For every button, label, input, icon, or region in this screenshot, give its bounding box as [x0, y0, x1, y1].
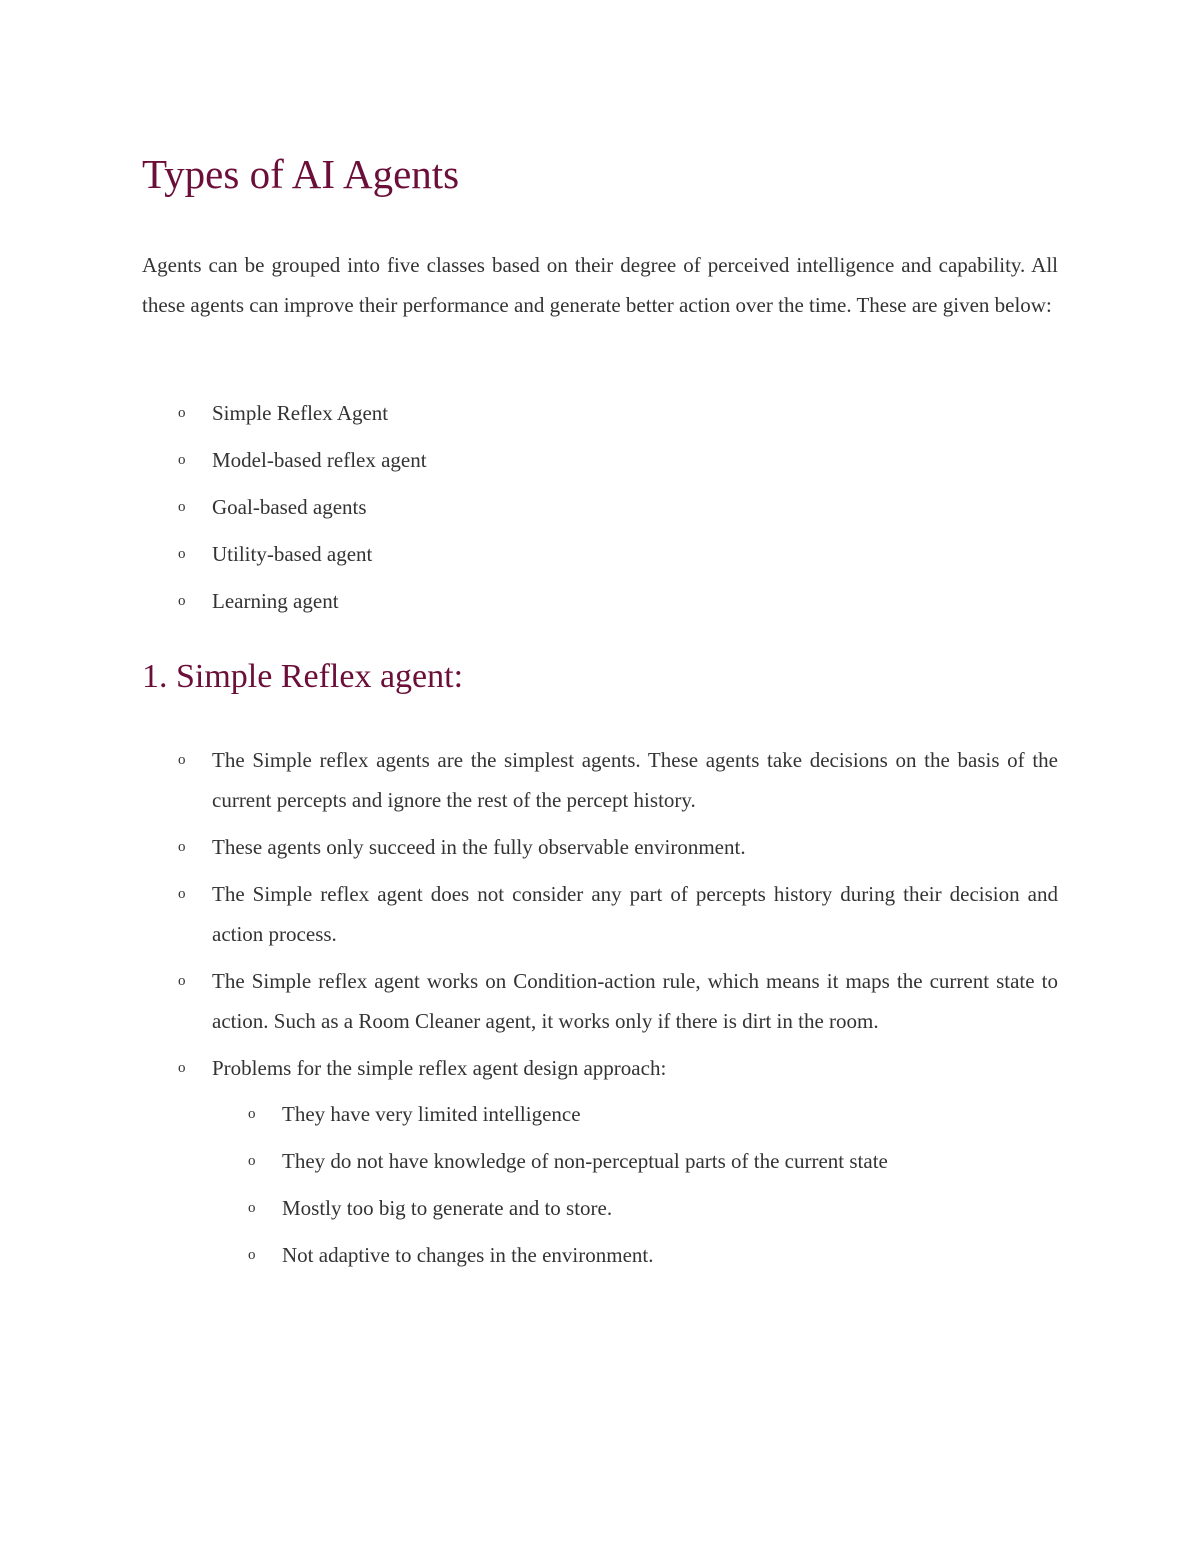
bullet-icon: o	[178, 886, 186, 902]
bullet-icon: o	[178, 752, 186, 768]
bullet-icon: o	[178, 1060, 186, 1076]
list-item: o Utility-based agent	[212, 534, 1058, 574]
bullet-icon: o	[178, 839, 186, 855]
page-title: Types of AI Agents	[142, 151, 460, 197]
list-item: o Problems for the simple reflex agent design approach: o They have very limited intelligence o They do not have knowledge of non-perceptual parts of the current state o Mostly too big to generate and to store. o Not adaptive to changes in the environment.	[212, 1048, 1058, 1275]
bullet-icon: o	[178, 499, 186, 515]
problems-list	[212, 1094, 1058, 1275]
list-item: o The Simple reflex agents are the simplest agents. These agents take decisions on the basis of the current percepts and ignore the rest of the percept history.	[212, 740, 1058, 820]
list-item: o They have very limited intelligence	[282, 1094, 1058, 1134]
bullet-icon: o	[178, 405, 186, 421]
bullet-icon: o	[248, 1200, 256, 1216]
list-item: o Mostly too big to generate and to store.	[282, 1188, 1058, 1228]
list-item: o Goal-based agents	[212, 487, 1058, 527]
list-item: o Learning agent	[212, 581, 1058, 621]
list-item: o Not adaptive to changes in the environment.	[282, 1235, 1058, 1275]
bullet-icon: o	[248, 1153, 256, 1169]
section-heading: 1. Simple Reflex agent:	[142, 658, 464, 695]
simple-reflex-points	[178, 740, 1058, 1282]
list-item: o Simple Reflex Agent	[212, 393, 1058, 433]
bullet-icon: o	[248, 1247, 256, 1263]
list-item: o Model-based reflex agent	[212, 440, 1058, 480]
bullet-icon: o	[178, 973, 186, 989]
list-item: o The Simple reflex agent does not consider any part of percepts history during their decision and action process.	[212, 874, 1058, 954]
bullet-icon: o	[248, 1106, 256, 1122]
agent-types-list	[178, 393, 1058, 628]
bullet-icon: o	[178, 452, 186, 468]
list-item: o The Simple reflex agent works on Condition-action rule, which means it maps the current state to action. Such as a Room Cleaner agent, it works only if there is dirt in the room.	[212, 961, 1058, 1041]
intro-paragraph: Agents can be grouped into five classes based on their degree of perceived intelligence and capability. All these agents can improve their performance and generate better action over the time. These are given below:	[142, 253, 1058, 317]
list-item: o These agents only succeed in the fully observable environment.	[212, 827, 1058, 867]
bullet-icon: o	[178, 546, 186, 562]
bullet-icon: o	[178, 593, 186, 609]
list-item: o They do not have knowledge of non-perceptual parts of the current state	[282, 1141, 1058, 1181]
